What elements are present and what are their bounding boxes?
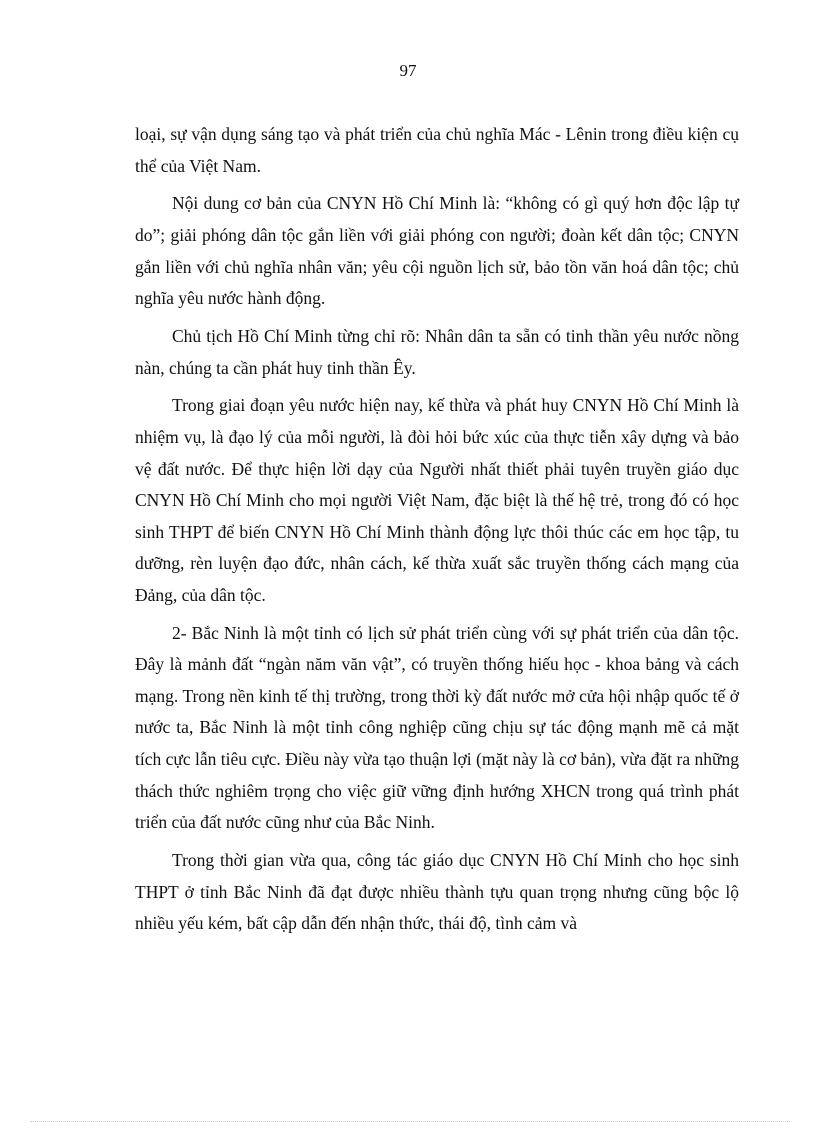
paragraph-3: Chủ tịch Hồ Chí Minh từng chỉ rõ: Nhân dân ta sẵn có tinh thần yêu nước nồng nàn, chúng ta cần phát huy tinh thần Êy. <box>135 325 739 378</box>
paragraph-5: 2- Bắc Ninh là một tỉnh có lịch sử phát triển cùng với sự phát triển của dân tộc. Đây là mảnh đất “ngàn năm văn vật”, có truyền thống hiếu học - khoa bảng và cách mạng. Trong nền kinh tế thị trường, trong thời kỳ đất nước mở cửa hội nhập quốc tế ở nước ta, Bắc Ninh là một tỉnh công nghiệp cũng chịu sự tác động mạnh mẽ cả mặt tích cực lẫn tiêu cực. Điều này vừa tạo thuận lợi (mặt này là cơ bản), vừa đặt ra những thách thức nghiêm trọng cho việc giữ vững định hướng XHCN trong quá trình phát triển của đất nước cũng như của Bắc Ninh. <box>135 622 739 833</box>
paragraph-6: Trong thời gian vừa qua, công tác giáo dục CNYN Hồ Chí Minh cho học sinh THPT ở tỉnh Bắc Ninh đã đạt được nhiều thành tựu quan trọng nhưng cũng bộc lộ nhiều yếu kém, bất cập dẫn đến nhận thức, thái độ, tình cảm và <box>135 850 739 934</box>
paragraph-1: loại, sự vận dụng sáng tạo và phát triển của chủ nghĩa Mác - Lênin trong điều kiện cụ thể của Việt Nam. <box>135 124 739 176</box>
page-number: 97 <box>399 61 417 80</box>
page-bottom-divider <box>30 1121 790 1122</box>
body-text <box>135 119 739 941</box>
paragraph-2: Nội dung cơ bản của CNYN Hồ Chí Minh là: “không có gì quý hơn độc lập tự do”; giải phóng dân tộc gắn liền với giải phóng con người; đoàn kết dân tộc; CNYN gắn liền với chủ nghĩa nhân văn; yêu cội nguồn lịch sử, bảo tồn văn hoá dân tộc; chủ nghĩa yêu nước hành động. <box>135 193 739 309</box>
paragraph-4: Trong giai đoạn yêu nước hiện nay, kế thừa và phát huy CNYN Hồ Chí Minh là nhiệm vụ, là đạo lý của mỗi người, là đòi hỏi bức xúc của thực tiễn xây dựng và bảo vệ đất nước. Để thực hiện lời dạy của Người nhất thiết phải tuyên truyền giáo dục CNYN Hồ Chí Minh cho mọi người Việt Nam, đặc biệt là thế hệ trẻ, trong đó có học sinh THPT để biến CNYN Hồ Chí Minh thành động lực thôi thúc các em học tập, tu dưỡng, rèn luyện đạo đức, nhân cách, kế thừa xuất sắc truyền thống cách mạng của Đảng, của dân tộc. <box>135 395 739 605</box>
